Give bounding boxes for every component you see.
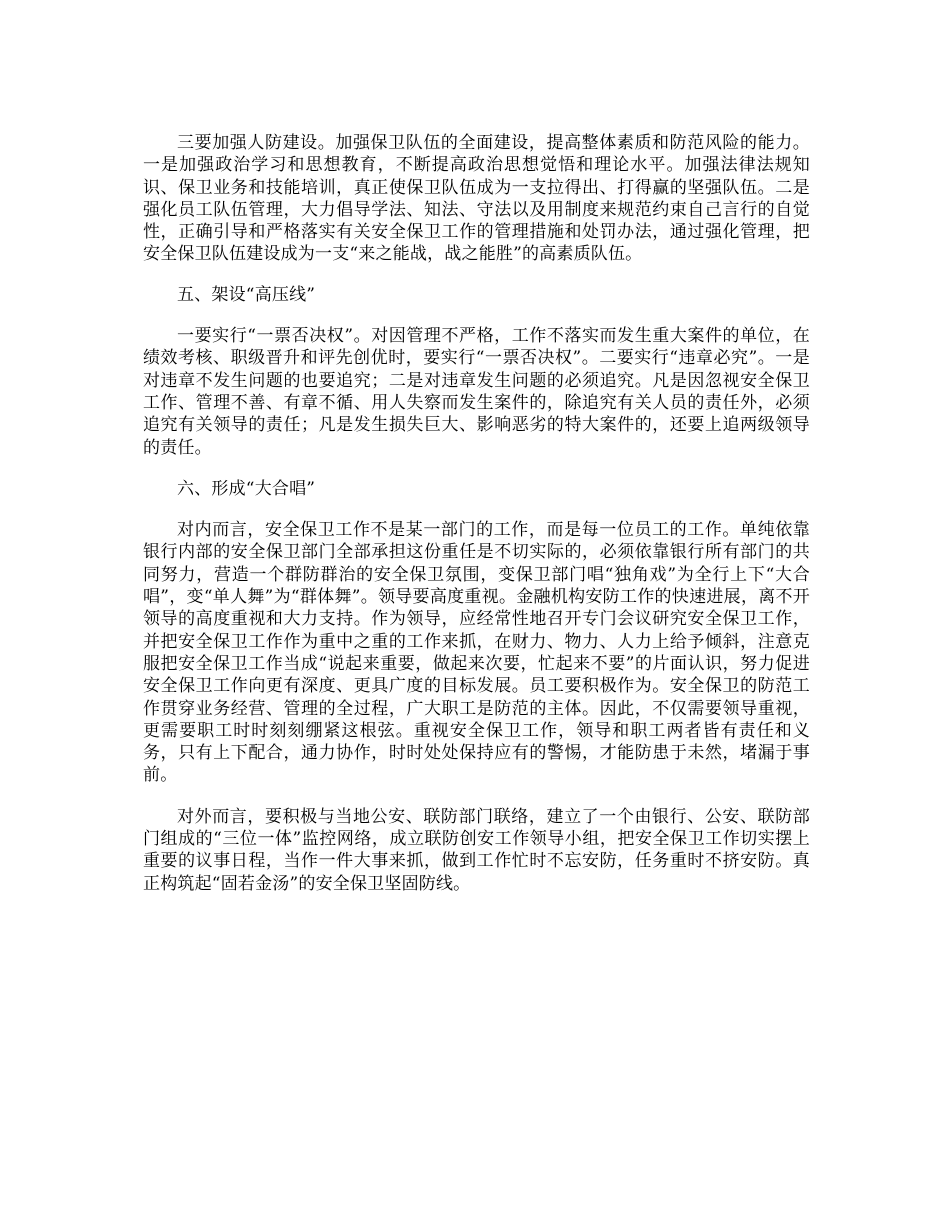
paragraph-internal-cooperation: 对内而言，安全保卫工作不是某一部门的工作，而是每一位员工的工作。单纯依靠银行内部的安全保卫部门全部承担这份重任是不切实际的，必须依靠银行所有部门的共同努力，营造一个群防群治的安全保卫氛围，变保卫部门唱“独角戏”为全行上下“大合唱”，变“单人舞”为“群体舞”。领导要高度重视。金融机构安防工作的快速进展，离不开领导的高度重视和大力支持。作为领导，应经常性地召开专门会议研究安全保卫工作，并把安全保卫工作作为重中之重的工作来抓，在财力、物力、人力上给予倾斜，注意克服把安全保卫工作当成“说起来重要，做起来次要，忙起来不要”的片面认识，努力促进安全保卫工作向更有深度、更具广度的目标发展。员工要积极作为。安全保卫的防范工作贯穿业务经营、管理的全过程，广大职工是防范的主体。因此，不仅需要领导重视，更需要职工时时刻刻绷紧这根弦。重视安全保卫工作，领导和职工两者皆有责任和义务，只有上下配合，通力协作，时时处处保持应有的警惕，才能防患于未然，堵漏于事前。 bbox=[143, 520, 810, 786]
paragraph-veto-and-accountability: 一要实行“一票否决权”。对因管理不严格，工作不落实而发生重大案件的单位，在绩效考核、职级晋升和评先创优时，要实行“一票否决权”。二要实行“违章必究”。一是对违章不发生问题的也要追究；二是对违章发生问题的必须追究。凡是因忽视安全保卫工作、管理不善、有章不循、用人失察而发生案件的，除追究有关人员的责任外，必须追究有关领导的责任；凡是发生损失巨大、影响恶劣的特大案件的，还要上追两级领导的责任。 bbox=[143, 326, 810, 458]
document-body bbox=[143, 124, 810, 895]
paragraph-personnel-defense: 三要加强人防建设。加强保卫队伍的全面建设，提高整体素质和防范风险的能力。一是加强政治学习和思想教育，不断提高政治思想觉悟和理论水平。加强法律法规知识、保卫业务和技能培训，真正使保卫队伍成为一支拉得出、打得赢的坚强队伍。二是强化员工队伍管理，大力倡导学法、知法、守法以及用制度来规范约束自己言行的自觉性，正确引导和严格落实有关安全保卫工作的管理措施和处罚办法，通过强化管理，把安全保卫队伍建设成为一支“来之能战，战之能胜”的高素质队伍。 bbox=[143, 133, 810, 265]
paragraph-external-cooperation: 对外而言，要积极与当地公安、联防部门联络，建立了一个由银行、公安、联防部门组成的“三位一体”监控网络，成立联防创安工作领导小组，把安全保卫工作切实摆上重要的议事日程，当作一件大事来抓，做到工作忙时不忘安防，任务重时不挤安防。真正构筑起“固若金汤”的安全保卫坚固防线。 bbox=[143, 806, 810, 894]
section-heading-high-voltage-line: 五、架设“高压线” bbox=[177, 284, 316, 305]
section-heading-chorus: 六、形成“大合唱” bbox=[177, 478, 316, 499]
